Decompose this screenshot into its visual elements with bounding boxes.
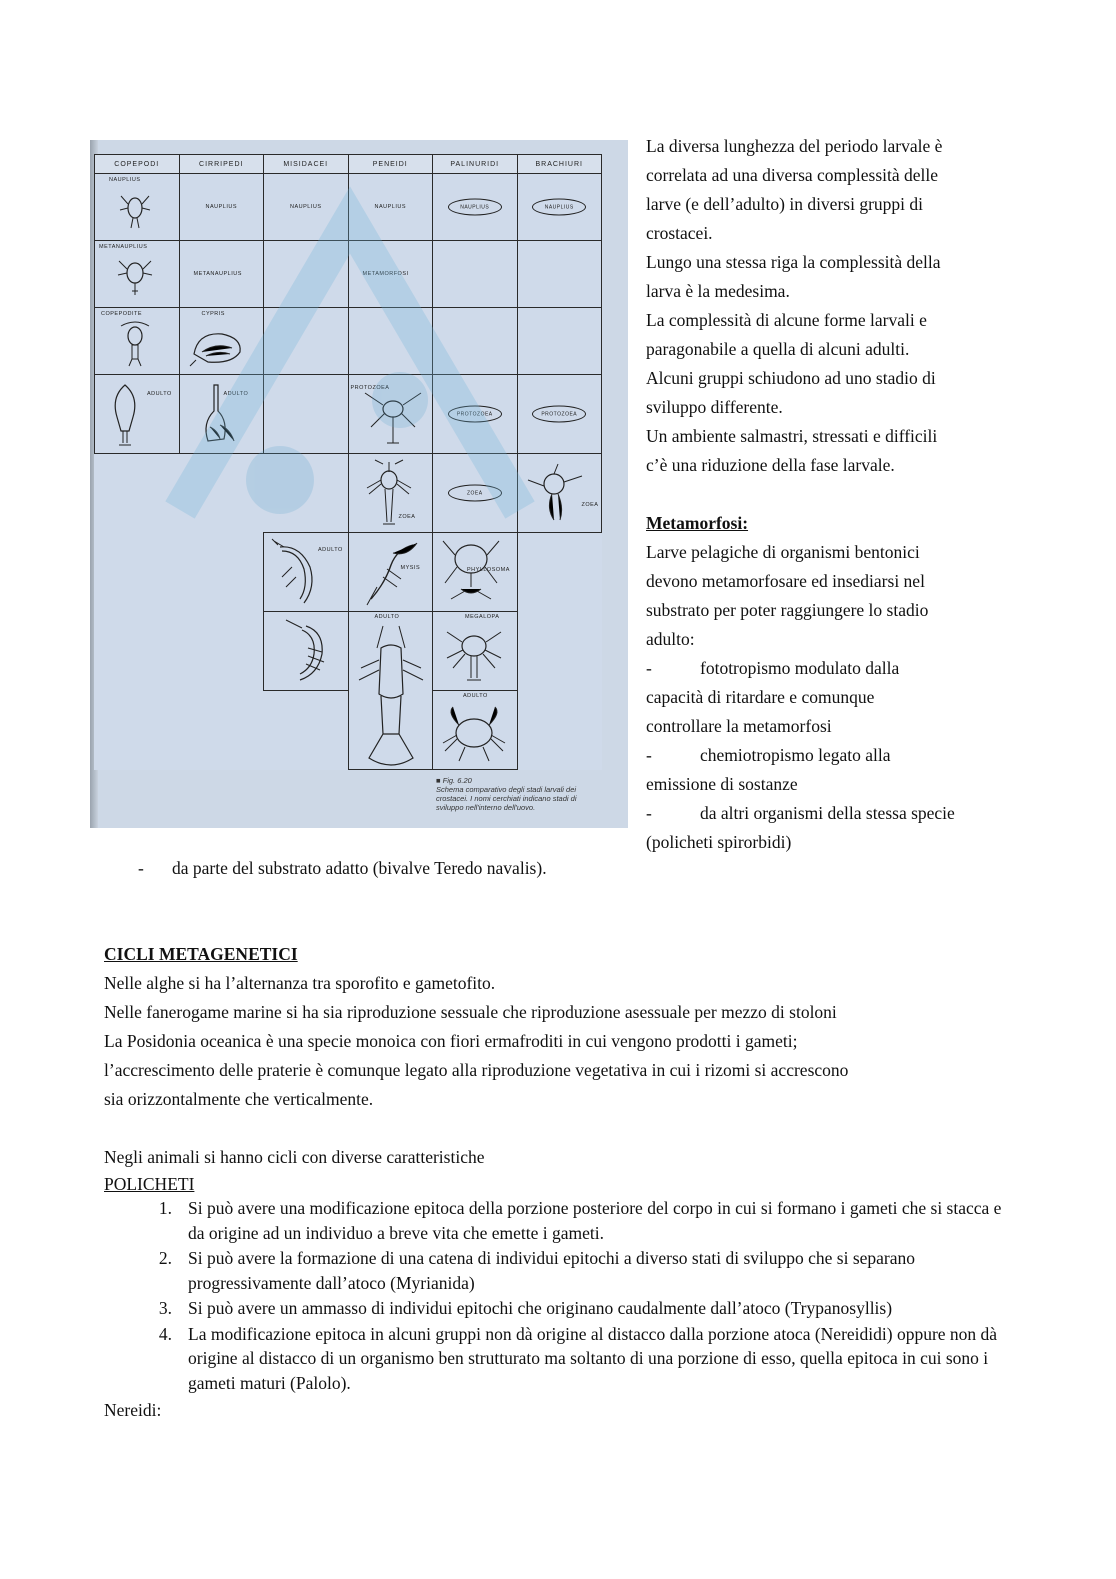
- label-adulto: ADULTO: [147, 391, 172, 397]
- list-text: Si può avere una modificazione epitoca della porzione posteriore del corpo in cui si formano i gameti che si stacca e da origine ad un individuo a breve vita che emette i gameti.: [188, 1198, 1002, 1243]
- megalopa-drawing-icon: [441, 624, 507, 684]
- text-line: larve (e dell’adulto) in diversi gruppi di: [646, 194, 924, 214]
- circled-label-nauplius: NAUPLIUS: [448, 199, 502, 216]
- text-line: La Posidonia oceanica è una specie monoica con fiori ermafroditi in cui vengono prodotti i gameti;: [104, 1031, 798, 1051]
- zoea-shrimp-drawing-icon: [363, 458, 415, 532]
- cell-brachiuri-zoea: [517, 454, 602, 533]
- text-line: devono metamorfosare ed insediarsi nel: [646, 571, 925, 591]
- cicli-section: [104, 940, 1004, 1425]
- label-copepodite: COPEPODITE: [101, 311, 143, 317]
- label-nauplius: NAUPLIUS: [290, 204, 322, 210]
- cell-peneidi-metanauplius: [348, 241, 433, 308]
- crab-zoea-drawing-icon: [524, 462, 584, 524]
- cell-copepodi-adulto: [95, 375, 180, 454]
- label-adulto: ADULTO: [374, 614, 400, 620]
- header-misidacei: MISIDACEI: [264, 155, 349, 174]
- policheti-list: [104, 1196, 1004, 1395]
- phyllosoma-drawing-icon: [441, 537, 507, 609]
- text-line: (policheti spirorbidi): [646, 832, 792, 852]
- text-line: correlata ad una diversa complessità delle: [646, 165, 939, 185]
- label-cypris: CYPRIS: [201, 311, 225, 317]
- list-number: 4.: [158, 1323, 172, 1344]
- text-line: Nelle fanerogame marine si ha sia riproduzione sessuale che riproduzione asessuale per mezzo di stoloni: [104, 1002, 837, 1022]
- bullet-dash: -: [646, 745, 652, 765]
- right-column-text: [646, 132, 1011, 857]
- copepod-adult-drawing-icon: [105, 381, 145, 449]
- cell-palinuridi-nauplius: [433, 174, 518, 241]
- crab-adult-drawing-icon: [439, 703, 509, 765]
- text-line: Un ambiente salmastri, stressati e difficili: [646, 426, 938, 446]
- text-line: La complessità di alcune forme larvali e: [646, 310, 927, 330]
- text-line: capacità di ritardare e comunque: [646, 687, 875, 707]
- cell-palinuridi-phyllosoma: [433, 533, 518, 612]
- circled-label-protozoea: PROTOZOEA: [532, 406, 586, 423]
- text-line: Nelle alghe si ha l’alternanza tra sporofito e gametofito.: [104, 973, 496, 993]
- cell-copepodi-metanauplius: [95, 241, 180, 308]
- label-nauplius: NAUPLIUS: [374, 204, 407, 210]
- list-text: Si può avere la formazione di una catena di individui epitochi a diverso stati di sviluppo che si separano progressivamente dall’atoco (Myrianida): [188, 1248, 916, 1293]
- cell-brachiuri-metanauplius: [517, 241, 602, 308]
- barnacle-adult-drawing-icon: [194, 381, 238, 449]
- text-line: sviluppo differente.: [646, 397, 783, 417]
- list-number: 3.: [158, 1298, 172, 1318]
- larval-stages-figure: [90, 140, 628, 828]
- figure-caption-text: Schema comparativo degli stadi larvali dei crostacei. I nomi cerchiati indicano stadi di sviluppo nell'interno dell'uovo.: [436, 785, 577, 812]
- text-line: controllare la metamorfosi: [646, 716, 832, 736]
- bullet-item: [646, 741, 1011, 770]
- label-adulto: ADULTO: [463, 693, 488, 699]
- larval-stages-table: [94, 154, 602, 770]
- text-line: sia orizzontalmente che verticalmente.: [104, 1089, 374, 1109]
- header-palinuridi: PALINURIDI: [433, 155, 518, 174]
- header-brachiuri: BRACHIURI: [517, 155, 602, 174]
- text-line: Lungo una stessa riga la complessità della: [646, 252, 941, 272]
- policheti-heading: POLICHETI: [104, 1174, 195, 1194]
- table-row: [95, 174, 602, 241]
- metanauplius-drawing-icon: [117, 255, 153, 299]
- cell-palinuridi-zoea: [433, 454, 518, 533]
- text-line: substrato per poter raggiungere lo stadio: [646, 600, 929, 620]
- cypris-drawing-icon: [188, 324, 248, 368]
- cell-palinuridi-cypris: [433, 308, 518, 375]
- list-item: [104, 1246, 1004, 1295]
- figure-caption: ■ Fig. 6.20 Schema comparativo degli stadi larvali dei crostacei. I nomi cerchiati indicano stadi di sviluppo nell'interno dell'uovo.: [436, 776, 577, 812]
- cell-palinuridi-metanauplius: [433, 241, 518, 308]
- text-line: La diversa lunghezza del periodo larvale è: [646, 136, 943, 156]
- copepodite-drawing-icon: [117, 320, 153, 368]
- cell-brachiuri-cypris: [517, 308, 602, 375]
- table-row: [95, 375, 602, 454]
- mysis-larva-drawing-icon: [357, 539, 421, 609]
- cell-peneidi-zoea: [348, 454, 433, 533]
- cell-cirripedi-nauplius: [179, 174, 264, 241]
- cell-cirripedi-cypris: [179, 308, 264, 375]
- cell-brachiuri-adulto: [433, 691, 518, 770]
- label-metanauplius: METANAUPLIUS: [99, 244, 148, 250]
- cell-misidacei-adult-2: [264, 612, 349, 691]
- cell-brachiuri-protozoea: [517, 375, 602, 454]
- cicli-heading: CICLI METAGENETICI: [104, 944, 298, 964]
- cell-palinuridi-protozoea: [433, 375, 518, 454]
- label-zoea: ZOEA: [398, 514, 416, 520]
- list-text: Si può avere un ammasso di individui epitochi che originano caudalmente dall’atoco (Trypanosyllis): [188, 1298, 893, 1318]
- label-nauplius: NAUPLIUS: [205, 204, 238, 210]
- circled-label-zoea: ZOEA: [448, 485, 502, 502]
- label-metanauplius: METANAUPLIUS: [193, 271, 242, 277]
- table-row: [95, 241, 602, 308]
- bullet-item-substrato: [138, 854, 1038, 883]
- table-row: [95, 612, 602, 691]
- text-line: Larve pelagiche di organismi bentonici: [646, 542, 920, 562]
- table-row: [95, 533, 602, 612]
- label-nauplius: NAUPLIUS: [109, 177, 141, 183]
- mysid-shrimp-drawing-icon: [270, 537, 326, 609]
- bullet-dash: -: [646, 803, 652, 823]
- text-line: crostacei.: [646, 223, 713, 243]
- label-mysis: MYSIS: [400, 565, 421, 571]
- text-line: emissione di sostanze: [646, 774, 798, 794]
- cell-peneidi-protozoea: [348, 375, 433, 454]
- cell-peneidi-adulto: [348, 612, 433, 770]
- text-line: Alcuni gruppi schiudono ad uno stadio di: [646, 368, 936, 388]
- nereidi-label: Nereidi:: [104, 1400, 162, 1420]
- list-item: [104, 1296, 1004, 1321]
- cell-cirripedi-adulto: [179, 375, 264, 454]
- cell-misidacei-adulto-shrimp: [264, 533, 349, 612]
- header-peneidi: PENEIDI: [348, 155, 433, 174]
- list-item: [104, 1322, 1004, 1396]
- bullet-text: da parte del substrato adatto (bivalve Teredo navalis).: [172, 858, 547, 878]
- cell-copepodi-copepodite: [95, 308, 180, 375]
- list-number: 1.: [158, 1198, 172, 1218]
- bullet-dash: -: [646, 658, 652, 678]
- metamorfosi-heading: Metamorfosi:: [646, 513, 749, 533]
- lobster-adult-drawing-icon: [355, 624, 427, 774]
- shrimp-adult-drawing-icon: [278, 618, 334, 686]
- cell-misidacei-adulto: [264, 375, 349, 454]
- table-row: [95, 308, 602, 375]
- text-line: paragonabile a quella di alcuni adulti.: [646, 339, 910, 359]
- table-header-row: [95, 155, 602, 174]
- bullet-item: [646, 654, 1011, 683]
- list-number: 2.: [158, 1248, 172, 1268]
- bullet-text: chemiotropismo legato alla: [700, 745, 891, 765]
- cell-peneidi-cypris: [348, 308, 433, 375]
- table-row: [95, 454, 602, 533]
- text-line: Negli animali si hanno cicli con diverse caratteristiche: [104, 1147, 485, 1167]
- bullet-item: [646, 799, 1011, 828]
- text-line: larva è la medesima.: [646, 281, 790, 301]
- cell-misidacei-nauplius: [264, 174, 349, 241]
- text-line: adulto:: [646, 629, 695, 649]
- header-copepodi: COPEPODI: [95, 155, 180, 174]
- label-adulto: ADULTO: [318, 547, 343, 553]
- figure-number: Fig. 6.20: [442, 776, 472, 785]
- nauplius-drawing-icon: [119, 188, 151, 230]
- cell-peneidi-mysis: [348, 533, 433, 612]
- header-cirripedi: CIRRIPEDI: [179, 155, 264, 174]
- label-metamorfosi: METAMORFOSI: [362, 271, 409, 277]
- cell-brachiuri-megalopa: [433, 612, 518, 691]
- bullet-text: fototropismo modulato dalla: [700, 658, 900, 678]
- circled-label-protozoea: PROTOZOEA: [448, 406, 502, 423]
- cell-peneidi-nauplius: [348, 174, 433, 241]
- cell-cirripedi-metanauplius: [179, 241, 264, 308]
- cell-copepodi-nauplius: [95, 174, 180, 241]
- text-line: c’è una riduzione della fase larvale.: [646, 455, 895, 475]
- label-megalopa: MEGALOPA: [465, 614, 500, 620]
- cell-brachiuri-nauplius: [517, 174, 602, 241]
- label-phyllosoma: PHYLLOSOMA: [467, 567, 510, 573]
- list-item: [104, 1196, 1004, 1245]
- cell-misidacei-cypris: [264, 308, 349, 375]
- cell-misidacei-metanauplius: [264, 241, 349, 308]
- circled-label-nauplius: NAUPLIUS: [532, 199, 586, 216]
- bullet-dash: -: [138, 858, 144, 878]
- text-line: l’accrescimento delle praterie è comunque legato alla riproduzione vegetativa in cui i rizomi si accrescono: [104, 1060, 849, 1080]
- protozoea-drawing-icon: [361, 383, 425, 449]
- bullet-text: da altri organismi della stessa specie: [700, 803, 955, 823]
- label-protozoea: PROTOZOEA: [350, 385, 390, 391]
- label-zoea: ZOEA: [581, 502, 599, 508]
- list-text: La modificazione epitoca in alcuni gruppi non dà origine al distacco dalla porzione atoca (Nereididi) oppure non dà origine al distacco di un organismo ben strutturato ma soltanto di una porzione di esso, quella epitoca in cui sono i gameti maturi (Palolo).: [188, 1323, 998, 1393]
- label-adulto: ADULTO: [223, 391, 249, 397]
